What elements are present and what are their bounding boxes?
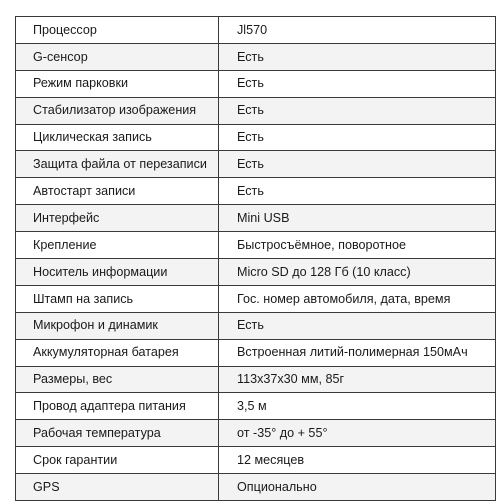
specifications-table (15, 16, 496, 501)
spec-row (16, 151, 496, 178)
spec-value: Jl570 (219, 17, 496, 44)
spec-row (16, 43, 496, 70)
spec-row (16, 205, 496, 232)
spec-name: Штамп на запись (16, 285, 219, 312)
spec-row (16, 285, 496, 312)
spec-row (16, 393, 496, 420)
spec-value: Быстросъёмное, поворотное (219, 232, 496, 259)
spec-name: Рабочая температура (16, 420, 219, 447)
spec-value: Встроенная литий-полимерная 150мАч (219, 339, 496, 366)
spec-row (16, 474, 496, 501)
spec-row (16, 420, 496, 447)
spec-value: Есть (219, 178, 496, 205)
spec-row (16, 259, 496, 286)
spec-value: Опционально (219, 474, 496, 501)
spec-row (16, 366, 496, 393)
spec-name: Микрофон и динамик (16, 312, 219, 339)
spec-name: Защита файла от перезаписи (16, 151, 219, 178)
spec-name: Циклическая запись (16, 124, 219, 151)
spec-name: Процессор (16, 17, 219, 44)
spec-value: 3,5 м (219, 393, 496, 420)
spec-name: Провод адаптера питания (16, 393, 219, 420)
spec-value: Есть (219, 124, 496, 151)
spec-value: Есть (219, 97, 496, 124)
spec-name: Размеры, вес (16, 366, 219, 393)
spec-row (16, 70, 496, 97)
spec-value: Micro SD до 128 Гб (10 класс) (219, 259, 496, 286)
spec-name: Аккумуляторная батарея (16, 339, 219, 366)
spec-value: 12 месяцев (219, 447, 496, 474)
specifications-body (16, 17, 496, 501)
spec-row (16, 312, 496, 339)
spec-name: Носитель информации (16, 259, 219, 286)
spec-name: Интерфейс (16, 205, 219, 232)
spec-row (16, 178, 496, 205)
spec-row (16, 339, 496, 366)
spec-value: Гос. номер автомобиля, дата, время (219, 285, 496, 312)
spec-name: Срок гарантии (16, 447, 219, 474)
spec-value: от -35° до + 55° (219, 420, 496, 447)
spec-value: 113x37x30 мм, 85г (219, 366, 496, 393)
spec-row (16, 447, 496, 474)
spec-row (16, 232, 496, 259)
spec-value: Есть (219, 43, 496, 70)
spec-row (16, 97, 496, 124)
spec-value: Mini USB (219, 205, 496, 232)
spec-name: Стабилизатор изображения (16, 97, 219, 124)
spec-value: Есть (219, 70, 496, 97)
spec-value: Есть (219, 151, 496, 178)
spec-name: Режим парковки (16, 70, 219, 97)
spec-row (16, 124, 496, 151)
spec-value: Есть (219, 312, 496, 339)
spec-row (16, 17, 496, 44)
spec-name: GPS (16, 474, 219, 501)
spec-name: G-сенсор (16, 43, 219, 70)
spec-name: Крепление (16, 232, 219, 259)
spec-name: Автостарт записи (16, 178, 219, 205)
